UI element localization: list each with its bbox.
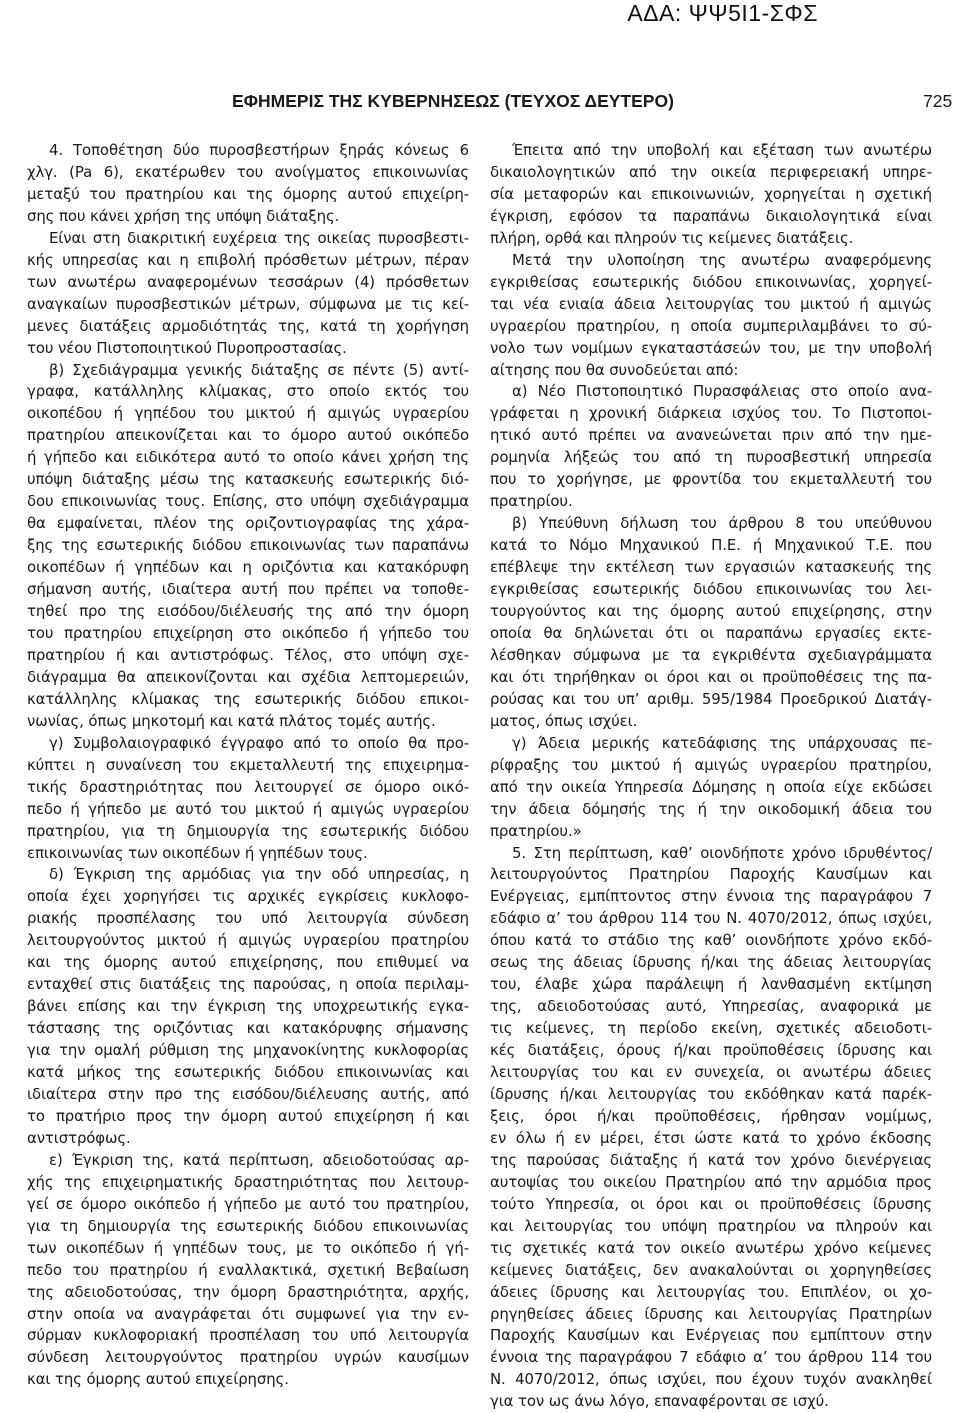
text-line: και λειτουργίας του υπόψη πρατηρίου να πληρούν και bbox=[490, 1216, 932, 1235]
text-line: αντιστρόφως. bbox=[27, 1128, 131, 1147]
text-line: των οικοπέδων ή γηπέδων τους, με το οικόπεδο ή γή‑ bbox=[27, 1238, 469, 1257]
text-line: πρατηρίου ή και αντιστρόφως. Τέλος, στο υπόψη σχε‑ bbox=[27, 645, 469, 664]
text-line: κατάλληλης κλίμακας της εσωτερικής διόδου επικοι‑ bbox=[27, 689, 469, 708]
text-line: λέσθηκαν σύμφωνα με τα εγκριθέντα σχεδιαγράμματα bbox=[490, 645, 932, 664]
text-line: αναγκαίων πυροσβεστικών μέτρων, σύμφωνα με τις κεί‑ bbox=[27, 294, 469, 313]
text-line: στην οποία να αναγράφεται ότι συμφωνεί για την εν‑ bbox=[27, 1304, 469, 1323]
text-line: ρούσας και του υπ’ αριθμ. 595/1984 Προεδρικού Διατάγ‑ bbox=[490, 689, 932, 708]
text-line: της παρούσας διάταξης ή κατά τον χρόνο διενέργειας bbox=[490, 1150, 932, 1169]
text-line: Παροχής Καυσίμων και Ενέργειας που εμπίπτουν στην bbox=[490, 1326, 932, 1345]
text-line: δ) Έγκριση της αρμόδιας για την οδό υπηρεσίας, η bbox=[49, 865, 469, 884]
text-line: αυτοψίας του οικείου Πρατηρίου από την αρμόδια προς bbox=[490, 1172, 932, 1191]
text-line: έννοια της παραγράφου 7 εδάφιο α’ του άρθρου 114 του bbox=[490, 1348, 932, 1367]
text-line: υπόψη διάταξης μέσω της κατασκευής εσωτερικής διό‑ bbox=[27, 470, 469, 489]
text-line: τούτο Υπηρεσία, οι όροι και οι προϋποθέσεις ίδρυσης bbox=[490, 1194, 932, 1213]
text-line: νολο των νομίμων εγκαταστάσεών του, με την υποβολή bbox=[490, 338, 932, 357]
text-line: πρατηρίου, για τη δημιουργία της εσωτερικής διόδου bbox=[27, 821, 469, 840]
text-line: αίτησης που θα συνοδεύεται από: bbox=[490, 360, 739, 379]
text-line: τουργούντος και της όμορης αυτού επιχείρησης, στην bbox=[490, 602, 932, 621]
text-line: ή γήπεδο και ειδικότερα αυτό το οποίο κάνει χρήση της bbox=[27, 448, 469, 467]
text-line: 5. Στη περίπτωση, καθ’ οιονδήποτε χρόνο ιδρυθέντος/ bbox=[512, 843, 932, 862]
text-line: ματος, όπως ισχύει. bbox=[490, 711, 638, 730]
text-line: κείμενες διατάξεις, δεν ανακαλούνται οι χορηγηθείσες bbox=[490, 1260, 932, 1279]
text-line: νωνίας, όπως μηκοτομή και κατά πλάτος τομές αυτής. bbox=[27, 711, 436, 730]
text-line: και της όμορης αυτού επιχείρησης, που επιθυμεί να bbox=[27, 953, 469, 972]
text-line: πεδο του πρατηρίου ή εναλλακτικά, σχετική Βεβαίωση bbox=[27, 1260, 469, 1279]
text-line: σύνδεση λειτουργούντος πρατηρίου υγρών καυσίμων bbox=[27, 1348, 469, 1367]
text-line: του, έλαβε χώρα παράλειψη ή λανθασμένη εκτίμηση bbox=[490, 975, 932, 994]
text-line: μεταξύ του πρατηρίου και της όμορης αυτού επιχείρη‑ bbox=[27, 184, 469, 203]
text-line: ριακής προσπέλασης του υπό λειτουργία σύνδεση bbox=[27, 909, 469, 928]
text-line: που το χορήγησε, με φροντίδα του εκμεταλλευτή του bbox=[490, 470, 932, 489]
text-line: για τη δημιουργία της εσωτερικής διόδου επικοινωνίας bbox=[27, 1216, 469, 1235]
text-line: ενταχθεί στις διατάξεις της παρούσας, η οποία περιλαμ‑ bbox=[27, 975, 469, 994]
text-line: της, αδειοδοτούσας αυτό, Υπηρεσίας, αναφορικά με bbox=[490, 997, 932, 1016]
text-line: της αδειοδοτούσας, την όμορη δραστηριότητα, αρχής, bbox=[27, 1282, 469, 1301]
ada-code: ΑΔΑ: ΨΨ5Ι1-ΣΦΣ bbox=[627, 0, 818, 26]
text-line: ρίφραξης του μικτού ή αμιγώς υγραερίου πρατηρίου, bbox=[490, 755, 932, 774]
text-line: μενες διατάξεις αρμοδιότητάς της, κατά τη χορήγηση bbox=[27, 316, 469, 335]
text-line: σεως της άδειας ίδρυσης ή/και της άδειας λειτουργίας bbox=[490, 953, 932, 972]
text-line: λειτουργίας του και εν συνεχεία, οι ανωτέρω άδειες bbox=[490, 1063, 932, 1082]
text-line: Μετά την υλοποίηση της ανωτέρω αναφερόμενης bbox=[512, 250, 932, 269]
text-line: κές διατάξεις, όρους ή/και προϋποθέσεις ίδρυσης και bbox=[490, 1041, 932, 1060]
text-line: οικοπέδων ή γηπέδων και η οριζόντια και κατακόρυφη bbox=[27, 558, 469, 577]
text-line: ξης της εσωτερικής διόδου επικοινωνίας των παραπάνω bbox=[27, 536, 469, 555]
text-line: άδειες ίδρυσης και λειτουργίας του. Επιπλέον, οι χο‑ bbox=[490, 1282, 932, 1301]
text-line: διάγραμμα θα απεικονίζονται και σχέδια λεπτομερειών, bbox=[27, 667, 469, 686]
text-line: θα εμφαίνεται, πλέον της οριζοντιογραφίας της χάρα‑ bbox=[27, 514, 469, 533]
text-line: πεδο ή γήπεδο με αυτό του μικτού ή αμιγώς υγραερίου bbox=[27, 799, 469, 818]
right-column bbox=[490, 140, 932, 1413]
text-line: από την οικεία Υπηρεσία Δόμησης η οποία είχε εκδώσει bbox=[490, 777, 932, 796]
text-line: Ν. 4070/2012, όπως ισχύει, που έχουν τυχόν ανακληθεί bbox=[490, 1370, 932, 1389]
text-line: τις σχετικές κατά τον οικείο ανωτέρω χρόνο κείμενες bbox=[490, 1238, 932, 1257]
text-line: πρατηρίου απεικονίζεται και το όμορο αυτού οικόπεδο bbox=[27, 426, 469, 445]
text-line: ται νέα ενιαία άδεια λειτουργίας του μικτού ή αμιγώς bbox=[490, 294, 932, 313]
text-line: ρομηνία λήξεώς του από τη πυροσβεστική υπηρεσία bbox=[490, 448, 932, 467]
text-line: γραφα, κατάλληλης κλίμακας, στο οποίο εκτός του bbox=[27, 382, 469, 401]
text-line: βάνει επίσης και την έγκριση της υποχρεωτικής εγκα‑ bbox=[27, 997, 469, 1016]
text-line: οποία έχει χορηγήσει τις αρχικές εγκρίσεις κυκλοφο‑ bbox=[27, 887, 469, 906]
text-line: επέβλεψε την εκτέλεση των εργασιών κατασκευής της bbox=[490, 558, 932, 577]
text-line: Έπειτα από την υποβολή και εξέταση των ανωτέρω bbox=[512, 141, 932, 159]
text-line: το πρατήριο προς την όμορη αυτού επιχείρηση ή και bbox=[27, 1106, 469, 1125]
text-line: έγκριση, εφόσον τα παραπάνω δικαιολογητικά είναι bbox=[490, 206, 932, 225]
text-line: και της όμορης αυτού επιχείρησης. bbox=[27, 1370, 289, 1389]
text-line: σήμανση αυτής, ιδιαίτερα αυτή που πρέπει να τοποθε‑ bbox=[27, 580, 469, 599]
text-line: γ) Συμβολαιογραφικό έγγραφο από το οποίο θα προ‑ bbox=[49, 733, 469, 752]
text-line: β) Σχεδιάγραμμα γενικής διάταξης σε πέντε (5) αντί‑ bbox=[49, 360, 469, 379]
text-line: ιδιαίτερα στην προ της εισόδου/διέλευσης αυτής, από bbox=[27, 1084, 469, 1103]
text-line: ε) Έγκριση της, κατά περίπτωση, αδειοδοτούσας αρ‑ bbox=[49, 1150, 469, 1169]
text-line: υγραερίου πρατηρίου, η οποία συμπεριλαμβάνει το σύ‑ bbox=[490, 316, 932, 335]
text-line: του πρατηρίου επιχείρηση στο οικόπεδο ή γήπεδο του bbox=[27, 623, 469, 642]
text-line: εγκριθείσας εσωτερικής διόδου επικοινωνίας του λει‑ bbox=[490, 580, 932, 599]
text-line: γράφεται η χρονική διάρκεια ισχύος του. Το Πιστοποι‑ bbox=[490, 404, 932, 423]
text-line: των ανωτέρω αναφερομένων τεσσάρων (4) πρόσθετων bbox=[27, 272, 469, 291]
text-line: α) Νέο Πιστοποιητικό Πυρασφάλειας στο οποίο ανα‑ bbox=[512, 382, 932, 401]
gazette-title: ΕΦΗΜΕΡΙΣ ΤΗΣ ΚΥΒΕΡΝΗΣΕΩΣ (ΤΕΥΧΟΣ ΔΕΥΤΕΡΟ) bbox=[232, 91, 674, 111]
text-line: επικοινωνίας των οικοπέδων ή γηπέδων τους. bbox=[27, 843, 368, 862]
text-line: Είναι στη διακριτική ευχέρεια της οικείας πυροσβεστι‑ bbox=[49, 228, 469, 247]
text-line: σης που κάνει χρήση της υπόψη διάταξης. bbox=[27, 206, 340, 225]
text-line: για τον ως άνω λόγο, επαναφέρονται σε ισχύ. bbox=[490, 1392, 829, 1411]
text-line: όπου κατά το στάδιο της καθ’ οιονδήποτε χρόνο εκδό‑ bbox=[490, 931, 932, 950]
text-line: χλγ. (Pa 6), εκατέρωθεν του ανοίγματος επικοινωνίας bbox=[27, 162, 469, 181]
text-line: δου επικοινωνίας τους. Επίσης, στο υπόψη σχεδιάγραμμα bbox=[27, 492, 469, 511]
text-line: κής υπηρεσίας και η επιβολή πρόσθετων μέτρων, πέραν bbox=[27, 250, 469, 269]
text-line: τηθεί προ της εισόδου/διέλευσής της από την όμορη bbox=[27, 602, 469, 621]
text-line: εγκριθείσας εσωτερικής διόδου επικοινωνίας, χορηγεί‑ bbox=[490, 272, 932, 291]
text-line: λειτουργούντος μικτού ή αμιγώς υγραερίου πρατηρίου bbox=[27, 931, 469, 950]
text-line: τις κείμενες, τη περίοδο εκείνη, σχετικές αδειοδοτι‑ bbox=[490, 1019, 932, 1038]
text-line: του νέου Πιστοποιητικού Πυροπροστασίας. bbox=[27, 338, 347, 357]
text-line: σύρμαν κυκλοφοριακή προσπέλαση του υπό λειτουργία bbox=[27, 1326, 469, 1345]
text-line: για την ομαλή ρύθμιση της μηχανοκίνητης κυκλοφορίας bbox=[27, 1041, 469, 1060]
text-line: σία μεταφορών και επικοινωνιών, χορηγείται η σχετική bbox=[490, 184, 932, 203]
text-line: πρατηρίου. bbox=[490, 492, 573, 511]
text-line: ρηγηθείσες άδειες ίδρυσης και λειτουργίας Πρατηρίων bbox=[490, 1304, 932, 1323]
text-line: κατά μήκος της εσωτερικής διόδου επικοινωνίας και bbox=[27, 1063, 469, 1082]
text-line: οικοπέδου ή γηπέδου του μικτού ή αμιγώς υγραερίου bbox=[27, 404, 469, 423]
text-line: την άδεια δόμησής της ή την οικοδομική άδεια του bbox=[490, 799, 932, 818]
text-line: ίδρυσης ή/και λειτουργίας του εκδόθηκαν κατά παρέκ‑ bbox=[490, 1084, 932, 1103]
text-line: Ενέργειας, εμπίπτοντος στην έννοια της παραγράφου 7 bbox=[490, 887, 932, 906]
text-line: τάστασης της οριζόντιας και κατακόρυφης σήμανσης bbox=[27, 1019, 469, 1038]
page-number: 725 bbox=[923, 91, 953, 111]
text-line: πλήρη, ορθά και πληρούν τις κείμενες διατάξεις. bbox=[490, 228, 854, 247]
text-line: τικής δραστηριότητας που λειτουργεί σε όμορο οικό‑ bbox=[27, 777, 469, 796]
text-line: και ότι τηρήθηκαν οι όροι και οι προϋποθέσεις της πα‑ bbox=[490, 667, 932, 686]
text-line: πρατηρίου.» bbox=[490, 821, 582, 840]
text-line: λειτουργούντος Πρατηρίου Παροχής Καυσίμων και bbox=[490, 865, 932, 884]
text-line: ητικό αυτό πρέπει να ανανεώνεται πριν από την ημε‑ bbox=[490, 426, 932, 445]
text-line: 4. Τοποθέτηση δύο πυροσβεστήρων ξηράς κόνεως 6 bbox=[49, 141, 469, 159]
text-line: β) Υπεύθυνη δήλωση του άρθρου 8 του υπεύθυνου bbox=[512, 514, 932, 533]
text-line: γεί σε όμορο οικόπεδο ή γήπεδο με αυτό του πρατηρίου, bbox=[27, 1194, 469, 1213]
left-column bbox=[27, 140, 469, 1391]
text-line: εν όλω ή εν μέρει, έτσι ώστε κατά το χρόνο έκδοσης bbox=[490, 1128, 932, 1147]
text-line: κατά το Νόμο Μηχανικού Π.Ε. ή Μηχανικού Τ.Ε. που bbox=[490, 536, 932, 555]
text-line: εδάφιο α’ του άρθρου 114 του Ν. 4070/2012, όπως ισχύει, bbox=[490, 909, 932, 928]
text-line: οποία θα δηλώνεται ότι οι παραπάνω εργασίες εκτε‑ bbox=[490, 623, 932, 642]
text-line: χής της επιχειρηματικής δραστηριότητας που λειτουρ‑ bbox=[27, 1172, 469, 1191]
text-line: ξεις, όροι ή/και προϋποθέσεις, ήρθησαν νομίμως, bbox=[490, 1106, 932, 1125]
text-line: δικαιολογητικών από την οικεία περιφερειακή υπηρε‑ bbox=[490, 162, 932, 181]
text-line: γ) Άδεια μερικής κατεδάφισης της υπάρχουσας πε‑ bbox=[512, 733, 932, 752]
text-line: κύπτει η συναίνεση του εκμεταλλευτή της επιχειρημα‑ bbox=[27, 755, 469, 774]
